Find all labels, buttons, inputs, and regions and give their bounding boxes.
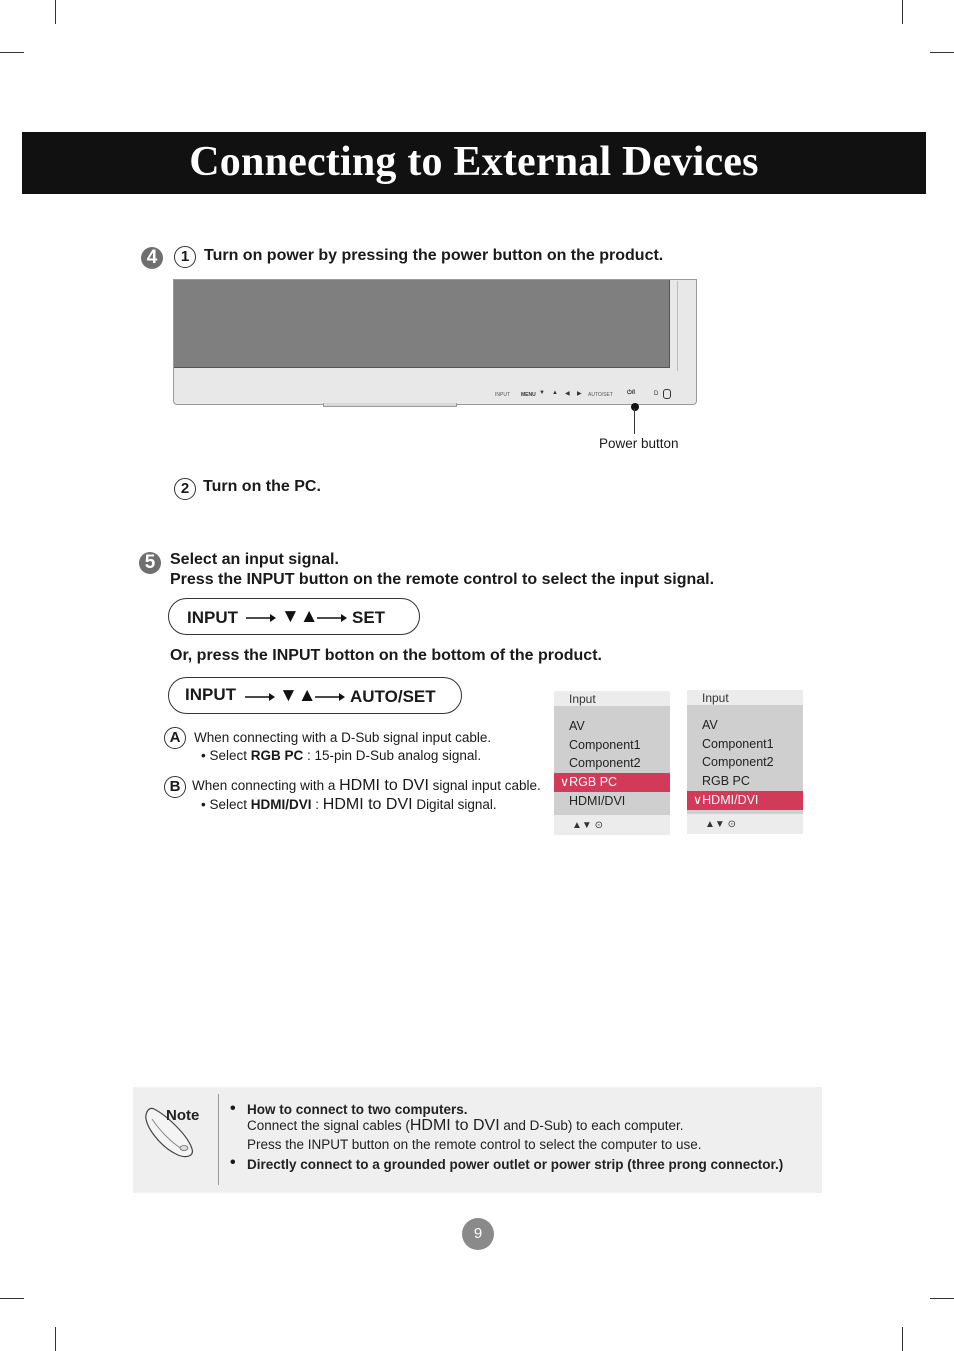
case-b-bullet: • Select (201, 797, 251, 812)
product-autoset-key: AUTO/SET (350, 687, 436, 706)
monitor-menu-label: MENU (521, 392, 536, 398)
monitor-screen (174, 280, 670, 368)
note-line2-big: HDMI to DVI (409, 1117, 500, 1134)
arrow-right-icon (317, 614, 347, 622)
substep-2-text: Turn on the PC. (203, 478, 321, 495)
monitor-d-label: D (654, 391, 659, 397)
power-button-icon[interactable] (663, 389, 671, 399)
note-divider (218, 1094, 219, 1185)
remote-sequence (168, 598, 420, 635)
crop-mark (902, 0, 903, 24)
power-button-label: Power button (599, 436, 679, 451)
case-b-big-2: HDMI to DVI (322, 796, 413, 813)
osd-item-component1[interactable]: Component1 (569, 738, 641, 752)
case-b-line-1 (192, 777, 541, 795)
down-up-arrows-icon: ▼▲ (279, 685, 317, 706)
case-a-line-1: When connecting with a D-Sub signal input cable. (194, 730, 492, 745)
osd-item-component2[interactable]: Component2 (569, 756, 641, 770)
check-icon: ∨ (693, 793, 703, 807)
monitor-power-symbol: ⏻/I (627, 390, 636, 396)
remote-set-key: SET (352, 608, 386, 627)
monitor-right-edge (677, 281, 678, 371)
case-b-line-2 (201, 796, 497, 814)
step-5-line-1: Select an input signal. (170, 551, 339, 568)
case-a-bullet: • Select (201, 748, 251, 763)
product-input-key: INPUT (185, 685, 236, 704)
case-b-big: HDMI to DVI (339, 777, 429, 794)
osd-header: Input (569, 692, 596, 706)
case-a-strong: RGB PC (250, 748, 304, 763)
osd-item-hdmi-dvi-label: HDMI/DVI (702, 793, 759, 807)
or-instruction: Or, press the INPUT botton on the bottom of the product. (170, 647, 602, 664)
osd-item-rgb-pc[interactable]: RGB PC (702, 774, 750, 788)
osd-item-hdmi-dvi-selected[interactable] (687, 791, 803, 810)
monitor-down-icon: ▼ (539, 390, 545, 396)
osd-footer-nav-icon: ▲▼ ⊙ (705, 819, 736, 830)
osd-menu-rgb (554, 691, 670, 835)
down-up-arrows-icon: ▼▲ (281, 606, 319, 627)
osd-item-rgb-pc-label: RGB PC (569, 775, 618, 789)
check-icon: ∨ (560, 775, 570, 789)
step-4-badge: 4 (141, 247, 163, 269)
crop-mark (0, 52, 24, 53)
crop-mark (55, 0, 56, 24)
note-line2-post: and D-Sub) to each computer. (499, 1118, 684, 1133)
monitor-right-icon: ▶ (577, 391, 582, 397)
crop-mark (930, 52, 954, 53)
osd-item-component1[interactable]: Component1 (702, 737, 774, 751)
case-b-rest: Digital signal. (412, 797, 497, 812)
monitor-illustration (173, 279, 697, 406)
case-a-letter: A (164, 727, 186, 749)
case-b-pre: When connecting with a (192, 778, 340, 793)
note-bullet-icon: • (230, 1154, 236, 1171)
product-sequence (168, 677, 462, 714)
monitor-autoset-label: AUTO/SET (588, 392, 613, 398)
step-5-badge: 5 (139, 552, 161, 574)
page-number: 9 (462, 1218, 494, 1250)
monitor-stand-top (323, 403, 457, 407)
case-b-strong: HDMI/DVI (250, 797, 312, 812)
remote-input-key: INPUT (187, 608, 238, 627)
note-bullet-1-title: How to connect to two computers. (247, 1102, 468, 1117)
note-bullet-1-line-3: Press the INPUT button on the remote control to select the computer to use. (247, 1137, 702, 1152)
note-line2-pre: Connect the signal cables ( (247, 1118, 410, 1133)
osd-item-av[interactable]: AV (569, 719, 585, 733)
case-a-line-2 (201, 748, 481, 763)
osd-item-av[interactable]: AV (702, 718, 718, 732)
osd-menu-hdmi (687, 690, 803, 834)
osd-item-rgb-pc-selected[interactable] (554, 773, 670, 792)
case-b-letter: B (164, 776, 186, 798)
substep-1-text: Turn on power by pressing the power button on the product. (204, 247, 664, 264)
monitor-up-icon: ▲ (552, 390, 558, 396)
substep-1-number: 1 (174, 246, 196, 268)
crop-mark (902, 1327, 903, 1351)
monitor-input-label: INPUT (495, 392, 510, 398)
page-title: Connecting to External Devices (189, 139, 759, 185)
osd-footer-nav-icon: ▲▼ ⊙ (572, 820, 603, 831)
power-callout-line (634, 408, 635, 434)
crop-mark (55, 1327, 56, 1351)
note-bullet-icon: • (230, 1100, 236, 1117)
arrow-right-icon (246, 614, 276, 622)
osd-item-component2[interactable]: Component2 (702, 755, 774, 769)
osd-header: Input (702, 691, 729, 705)
arrow-right-icon (315, 693, 345, 701)
arrow-right-icon (245, 693, 275, 701)
case-b-post: signal input cable. (428, 778, 541, 793)
crop-mark (930, 1298, 954, 1299)
power-callout-dot (631, 403, 639, 411)
crop-mark (0, 1298, 24, 1299)
step-5-line-2: Press the INPUT button on the remote control to select the input signal. (170, 571, 715, 588)
substep-2-number: 2 (174, 478, 196, 500)
note-bullet-2: Directly connect to a grounded power outlet or power strip (three prong connector.) (247, 1157, 784, 1172)
note-bullet-1-line-2 (247, 1117, 684, 1135)
monitor-left-icon: ◀ (565, 391, 570, 397)
case-b-mid: : (311, 797, 323, 812)
case-a-rest: : 15-pin D-Sub analog signal. (303, 748, 482, 763)
osd-item-hdmi-dvi[interactable]: HDMI/DVI (569, 794, 626, 808)
note-label: Note (166, 1107, 200, 1124)
